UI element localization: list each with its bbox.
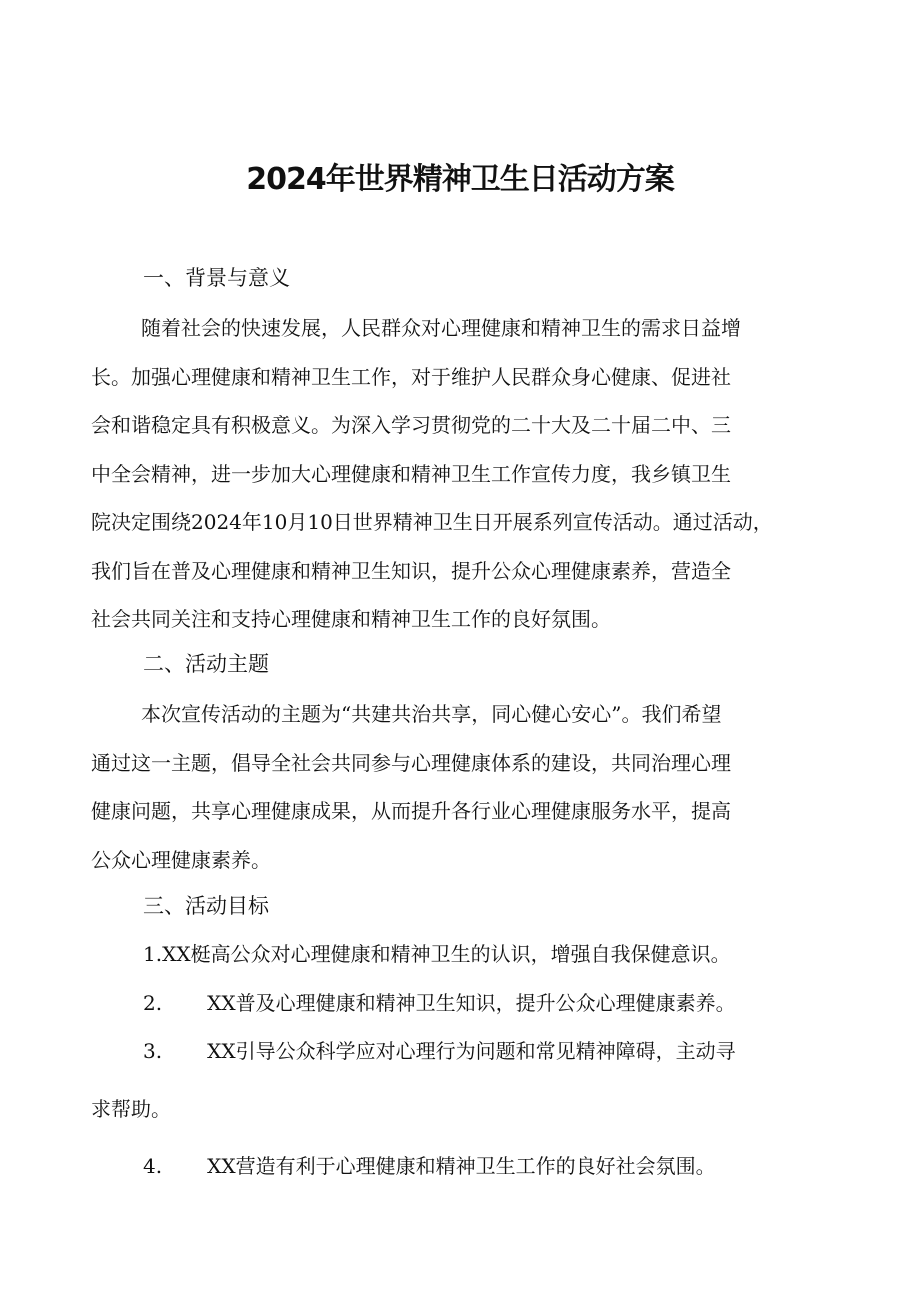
- list-item-continuation: 求帮助。: [91, 1097, 171, 1121]
- paragraph-line: 随着社会的快速发展，人民群众对心理健康和精神卫生的需求日益增: [141, 316, 741, 340]
- paragraph-line: 中全会精神，进一步加大心理健康和精神卫生工作宣传力度，我乡镇卫生: [91, 461, 731, 486]
- list-item-text: XX营造有利于心理健康和精神卫生工作的良好社会氛围。: [207, 1154, 716, 1178]
- paragraph-line: 本次宣传活动的主题为“共建共治共享，同心健心安心”。我们希望: [141, 702, 722, 726]
- list-item-text: XX引导公众科学应对心理行为问题和常见精神障碍，主动寻: [207, 1039, 736, 1063]
- section-heading-background: 一、背景与意义: [143, 266, 290, 290]
- paragraph-line: 社会共同关注和支持心理健康和精神卫生工作的良好氛围。: [91, 607, 611, 631]
- list-item-number: 2.: [143, 991, 163, 1015]
- paragraph-line: 通过这一主题，倡导全社会共同参与心理健康体系的建设，共同治理心理: [91, 750, 731, 775]
- paragraph-line: 院决定围绕2024年10月10日世界精神卫生日开展系列宣传活动。通过活动，: [91, 510, 773, 534]
- list-item-number: 1.: [143, 942, 163, 966]
- list-item: [143, 1036, 833, 1066]
- list-item-number: 4.: [143, 1154, 163, 1178]
- list-item: [143, 939, 833, 969]
- list-item-text: XX梃高公众对心理健康和精神卫生的认识，增强自我保健意识。: [162, 942, 731, 966]
- paragraph-line: 公众心理健康素养。: [91, 847, 271, 872]
- section-body-background: [91, 304, 831, 644]
- paragraph-line: 健康问题，共享心理健康成果，从而提升各行业心理健康服务水平，提高: [91, 799, 731, 823]
- document-title: 2024年世界精神卫生日活动方案: [246, 162, 674, 197]
- section-body-theme: [91, 690, 831, 884]
- list-item: [143, 988, 833, 1018]
- list-item: [143, 1151, 833, 1181]
- paragraph-line: 长。加强心理健康和精神卫生工作，对于维护人民群众身心健康、促进社: [91, 364, 731, 389]
- list-item-number: 3.: [143, 1039, 163, 1063]
- list-item-text: XX普及心理健康和精神卫生知识，提升公众心理健康素养。: [207, 991, 736, 1015]
- paragraph-line: 我们旨在普及心理健康和精神卫生知识，提升公众心理健康素养，营造全: [91, 558, 731, 583]
- section-heading-theme: 二、活动主题: [143, 652, 269, 676]
- paragraph-line: 会和谐稳定具有积极意义。为深入学习贯彻党的二十大及二十届二中、三: [91, 413, 731, 437]
- section-heading-goals: 三、活动目标: [143, 894, 269, 918]
